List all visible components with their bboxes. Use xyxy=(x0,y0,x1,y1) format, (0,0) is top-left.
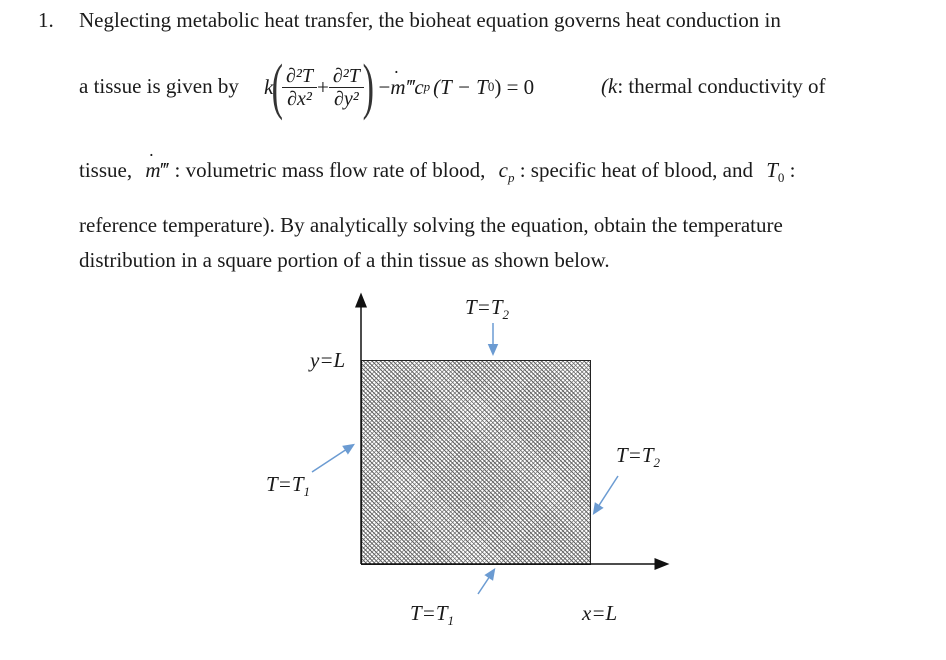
problem-number: 1. xyxy=(38,8,54,32)
cp-description: : specific heat of blood, and xyxy=(519,158,753,182)
eq-num-x: ∂²T xyxy=(285,64,313,87)
problem-line-1: Neglecting metabolic heat transfer, the bioheat equation governs heat conduction in xyxy=(79,8,781,32)
eq-cp-sub: p xyxy=(423,79,431,94)
arrow-bottom xyxy=(478,573,492,594)
eq-den-x: ∂x² xyxy=(287,87,312,110)
y-equals-l-label: y=L xyxy=(310,348,346,372)
eq-k: k xyxy=(264,74,274,99)
eq-plus: + xyxy=(317,74,329,99)
arrow-right xyxy=(596,476,618,510)
eq-mdot: m · xyxy=(390,75,405,100)
t0-symbol: T xyxy=(766,158,778,182)
arrow-left xyxy=(312,447,350,472)
left-boundary-label: $T=T_1$ xyxy=(266,472,311,499)
eq-right-paren: ) xyxy=(362,53,374,121)
mdot-symbol: m · xyxy=(145,158,160,183)
problem-line-4: reference temperature). By analytically solving the equation, obtain the temperature xyxy=(79,213,783,237)
problem-line-2-pre: a tissue is given by xyxy=(79,74,239,98)
eq-left-paren: ( xyxy=(271,53,284,121)
eq-den-y: ∂y² xyxy=(333,87,359,110)
t0-colon: : xyxy=(789,158,796,182)
top-boundary-label: $T=T_2$ xyxy=(465,295,510,322)
eq-mflow-tail: ‴c xyxy=(405,74,424,99)
eq-t0-sub: 0 xyxy=(487,79,495,94)
k-label: (k xyxy=(601,74,618,98)
k-description: : thermal conductivity of xyxy=(617,74,826,98)
t0-sub: 0 xyxy=(777,170,785,185)
line3-tissue: tissue, xyxy=(79,158,133,182)
right-boundary-label: $T=T_2$ xyxy=(616,443,661,470)
x-equals-l-label: x=L xyxy=(582,601,618,625)
mflow-description: ‴ : volumetric mass flow rate of blood, xyxy=(160,158,486,182)
cp-sub: p xyxy=(507,170,515,185)
bottom-boundary-label: $T=T_1$ xyxy=(410,601,455,628)
c-symbol: c xyxy=(498,158,508,182)
eq-minus: − xyxy=(378,74,391,99)
eq-paren-term: (T − T xyxy=(433,74,488,99)
problem-line-5: distribution in a square portion of a thin tissue as shown below. xyxy=(79,248,610,272)
eq-end: ) = 0 xyxy=(494,74,535,99)
eq-num-y: ∂²T xyxy=(332,64,360,87)
